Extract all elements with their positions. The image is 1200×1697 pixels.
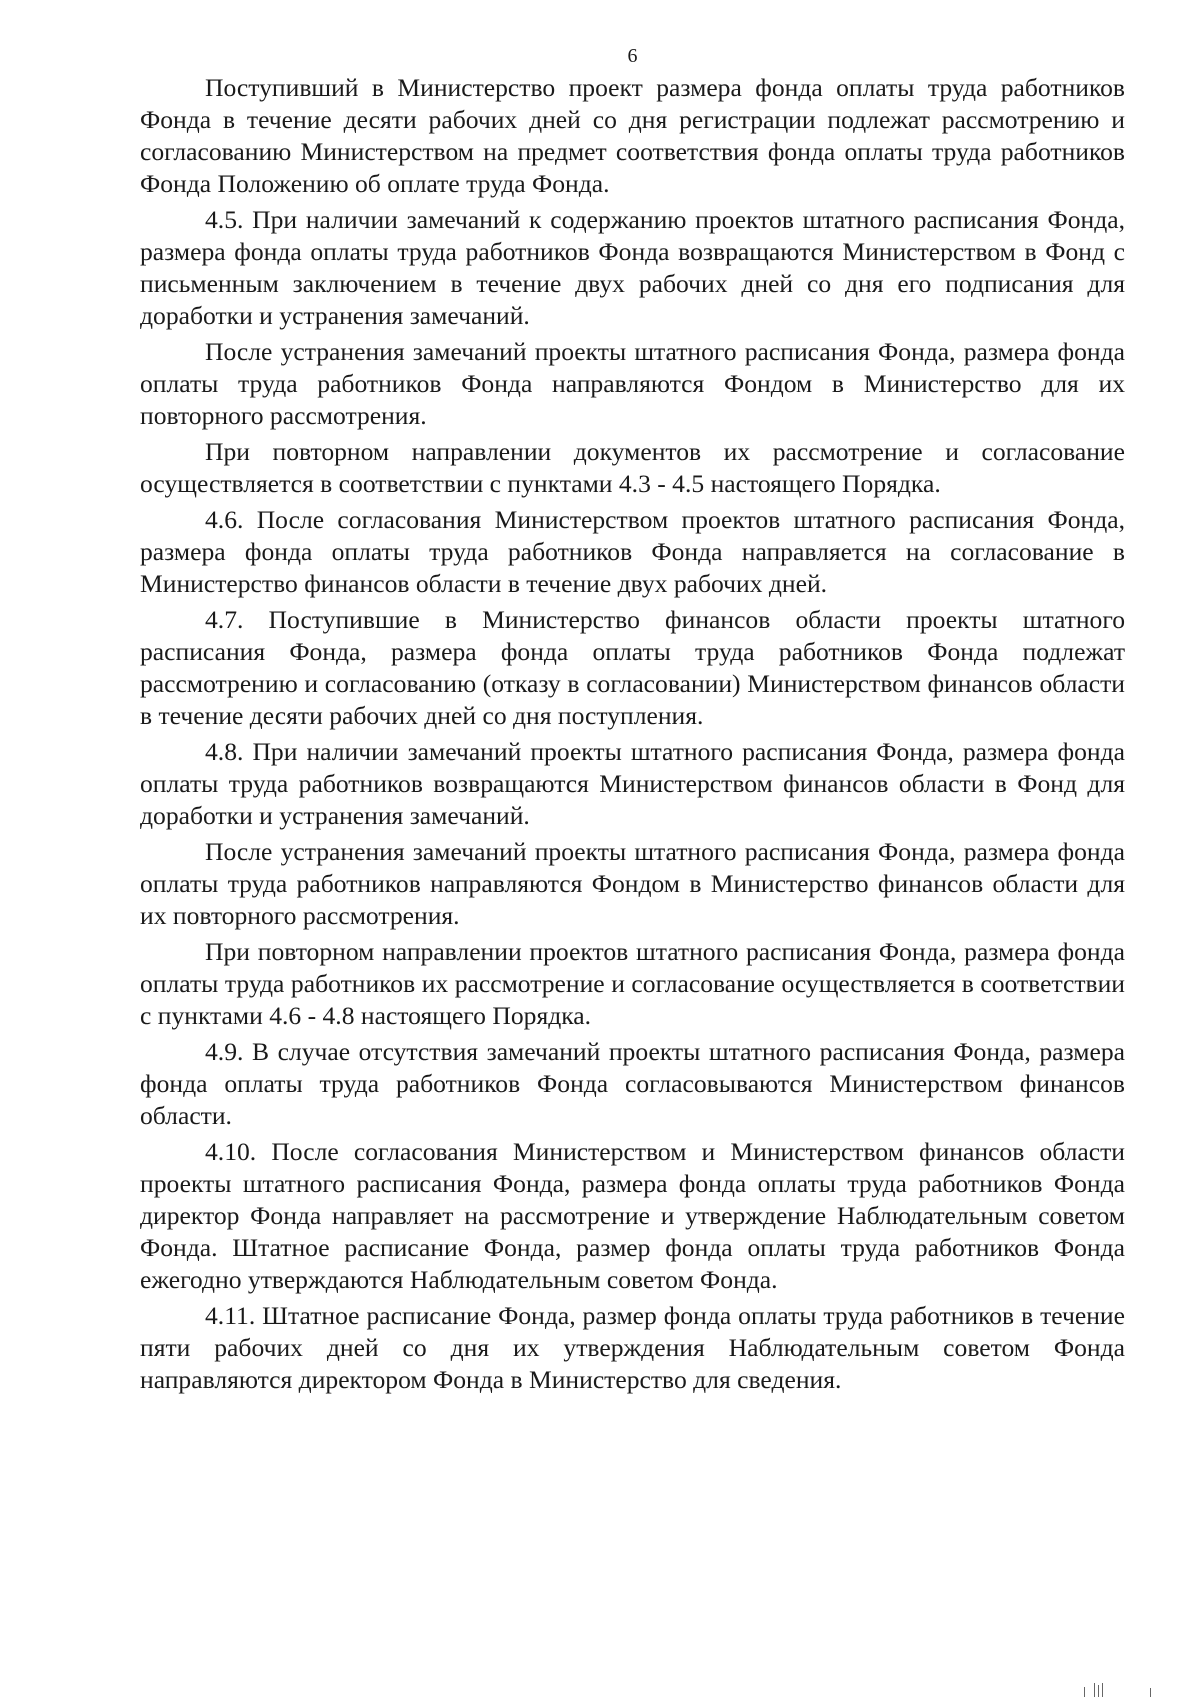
paragraph-4-10: 4.10. После согласования Министерством и Министерством финансов области проекты штатного расписания Фонда, размера фонда оплаты труда работников Фонда директор Фонда направляет на рассмотрение и утверждение Наблюдательным советом Фонда. Штатное расписание Фонда, размер фонда оплаты труда работников Фонда ежегодно утверждаются Наблюдательным советом Фонда. xyxy=(140,1137,1125,1294)
scan-edge-marks xyxy=(1080,1680,1190,1697)
paragraph-4-8: 4.8. При наличии замечаний проекты штатного расписания Фонда, размера фонда оплаты труда работников возвращаются Министерством финансов области в Фонд для доработки и устранения замечаний. xyxy=(140,737,1125,830)
document-page xyxy=(140,44,1125,1396)
paragraph-after-corrections-finance: После устранения замечаний проекты штатного расписания Фонда, размера фонда оплаты труда работников направляются Фондом в Министерство финансов области для их повторного рассмотрения. xyxy=(140,837,1125,930)
page-number: 6 xyxy=(627,45,638,67)
paragraph-4-7: 4.7. Поступившие в Министерство финансов области проекты штатного расписания Фонда, размера фонда оплаты труда работников Фонда подлежат рассмотрению и согласованию (отказу в согласовании) Министерством финансов области в течение десяти рабочих дней со дня поступления. xyxy=(140,605,1125,730)
paragraph-4-5: 4.5. При наличии замечаний к содержанию проектов штатного расписания Фонда, размера фонда оплаты труда работников Фонда возвращаются Министерством в Фонд с письменным заключением в течение двух рабочих дней со дня его подписания для доработки и устранения замечаний. xyxy=(140,205,1125,330)
paragraph-resubmission: При повторном направлении документов их рассмотрение и согласование осуществляется в соответствии с пунктами 4.3 - 4.5 настоящего Порядка. xyxy=(140,437,1125,498)
paragraph-4-6: 4.6. После согласования Министерством проектов штатного расписания Фонда, размера фонда оплаты труда работников Фонда направляется на согласование в Министерство финансов области в течение двух рабочих дней. xyxy=(140,505,1125,598)
paragraph-after-corrections: После устранения замечаний проекты штатного расписания Фонда, размера фонда оплаты труда работников Фонда направляются Фондом в Министерство для их повторного рассмотрения. xyxy=(140,337,1125,430)
paragraph-4-9: 4.9. В случае отсутствия замечаний проекты штатного расписания Фонда, размера фонда оплаты труда работников Фонда согласовываются Министерством финансов области. xyxy=(140,1037,1125,1130)
paragraph-resubmission-finance: При повторном направлении проектов штатного расписания Фонда, размера фонда оплаты труда работников их рассмотрение и согласование осуществляется в соответствии с пунктами 4.6 - 4.8 настоящего Порядка. xyxy=(140,937,1125,1030)
paragraph-4-11: 4.11. Штатное расписание Фонда, размер фонда оплаты труда работников в течение пяти рабочих дней со дня их утверждения Наблюдательным советом Фонда направляются директором Фонда в Министерство для сведения. xyxy=(140,1301,1125,1394)
paragraph-intro: Поступивший в Министерство проект размера фонда оплаты труда работников Фонда в течение десяти рабочих дней со дня регистрации подлежат рассмотрению и согласованию Министерством на предмет соответствия фонда оплаты труда работников Фонда Положению об оплате труда Фонда. xyxy=(140,73,1125,198)
